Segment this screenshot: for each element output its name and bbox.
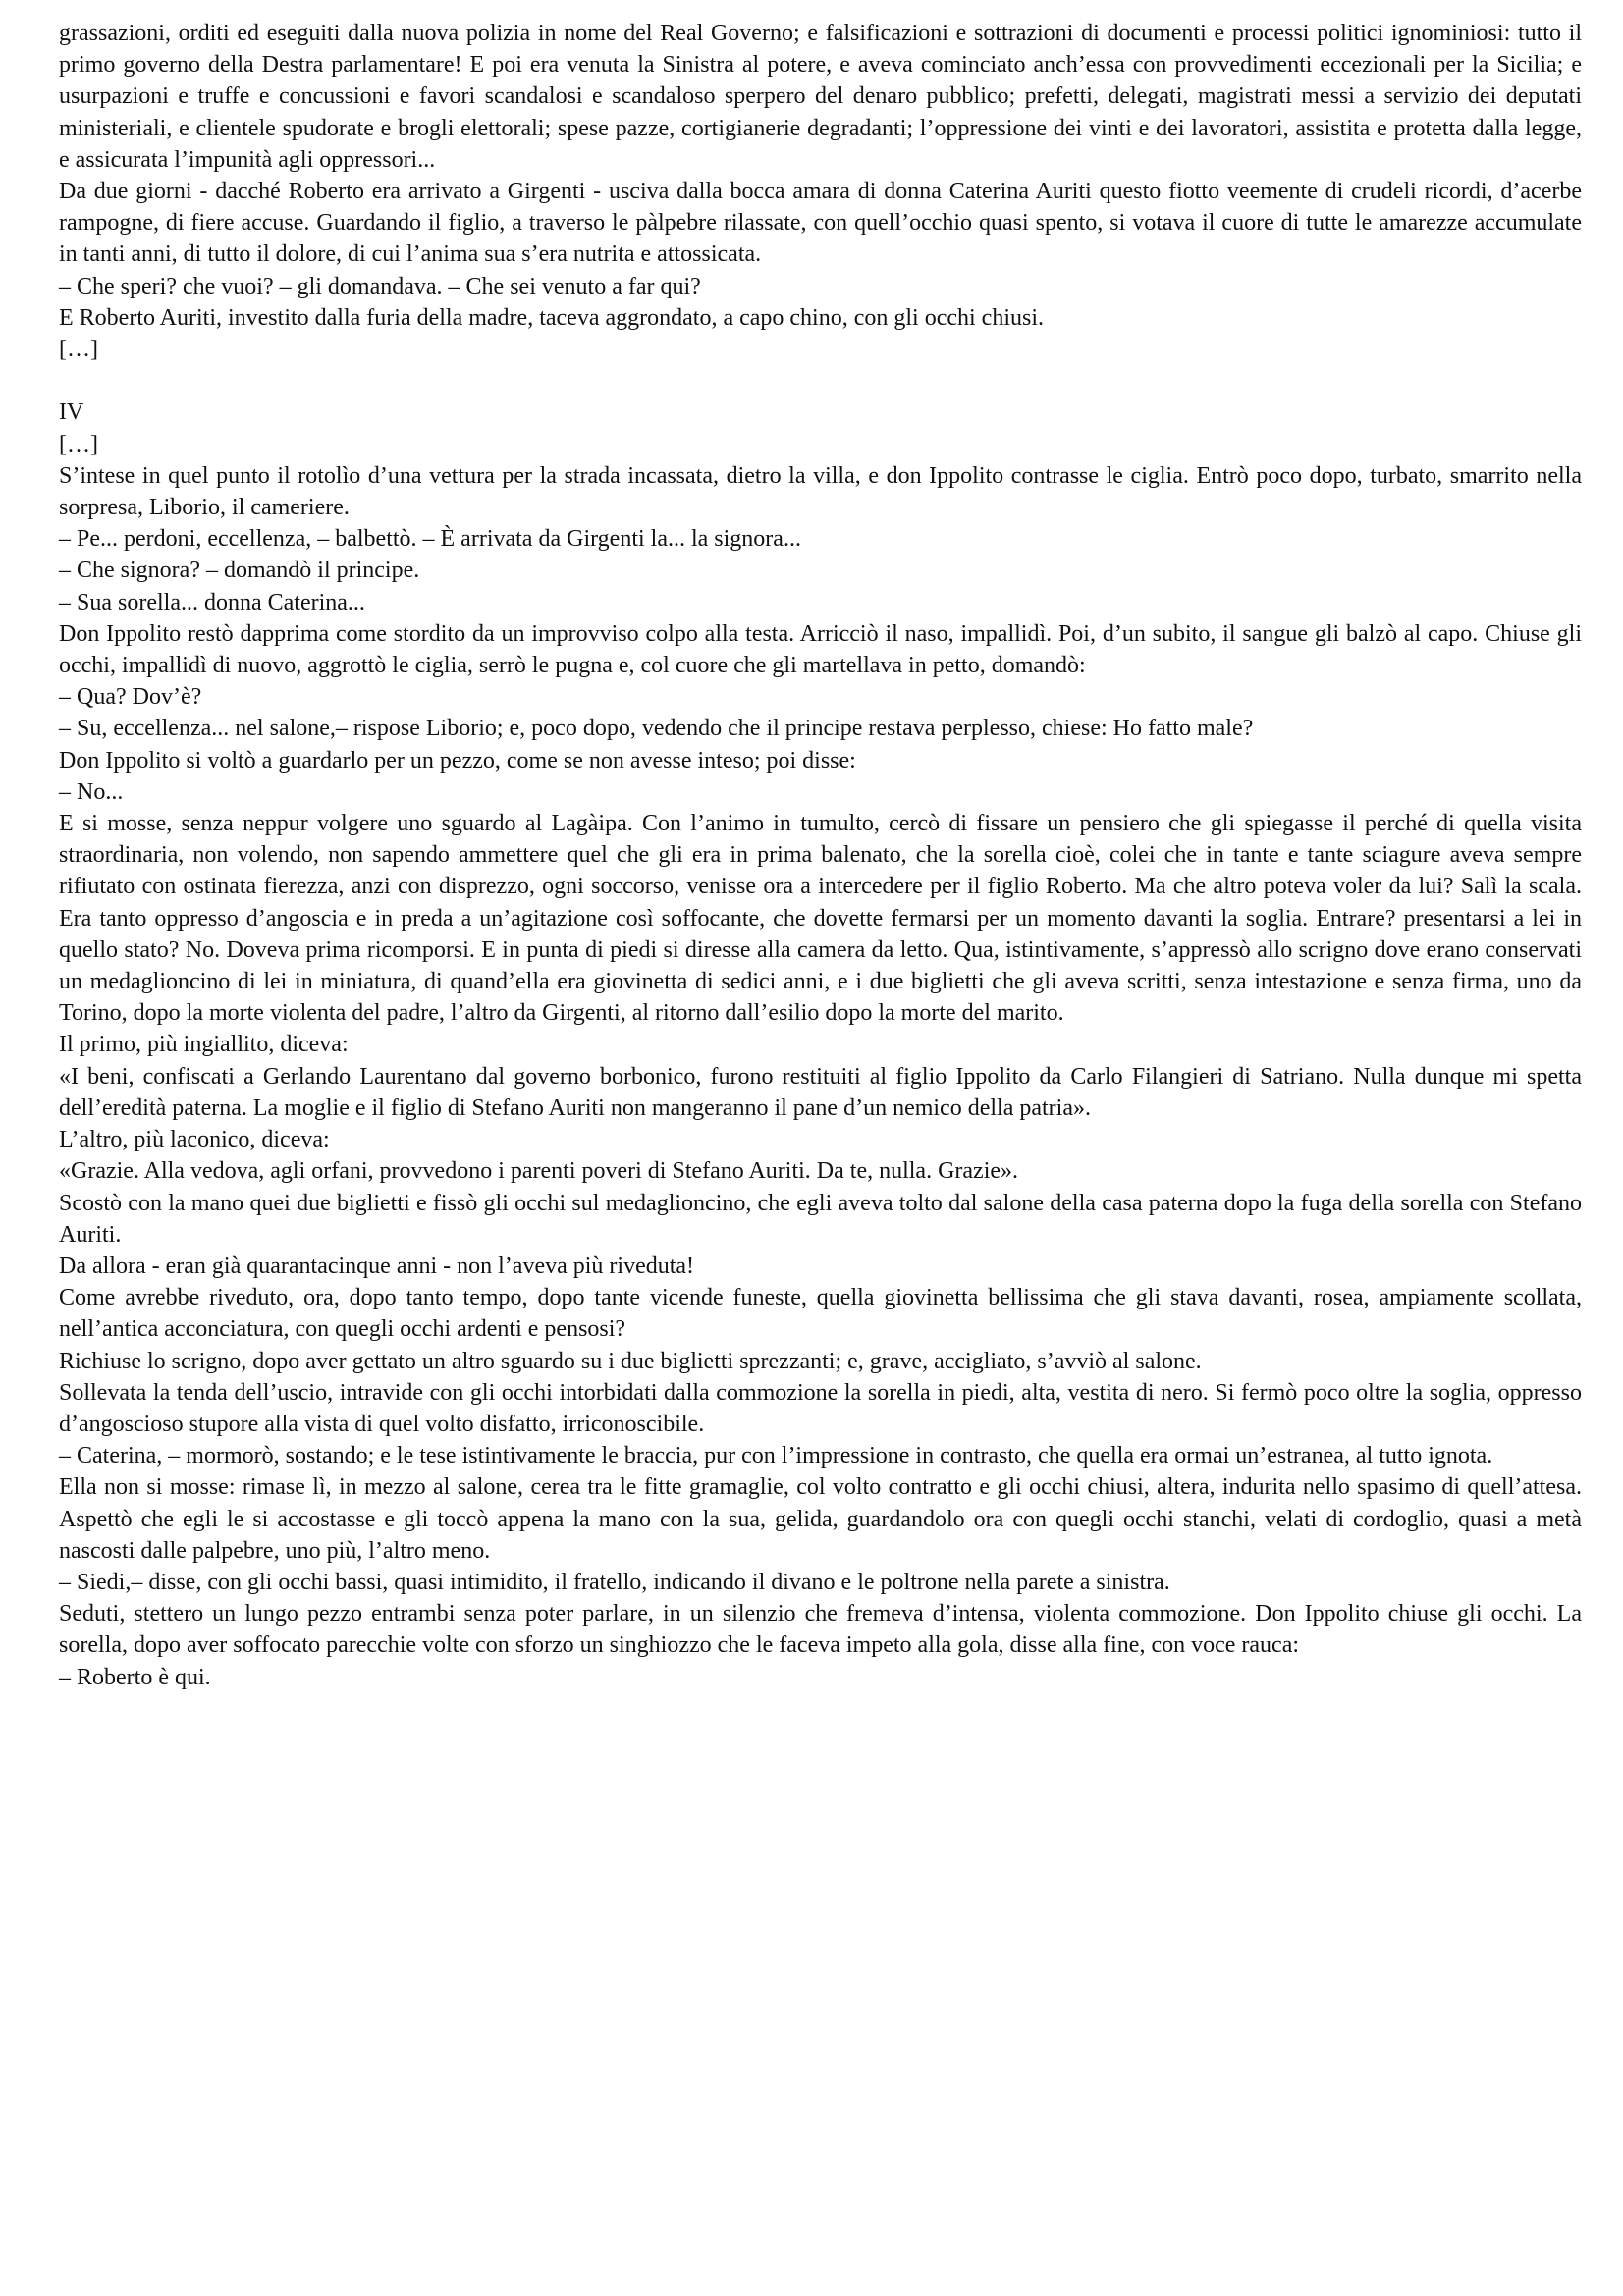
text-line: – Qua? Dov’è? bbox=[59, 684, 202, 711]
paragraph: Don Ippolito restò dapprima come stordito da un improvviso colpo alla testa. Arricciò il naso, impallidì. Poi, d’un subito, il sangue gli balzò al capo. Chiuse gli occhi, impallidì di nuovo, aggrottò le ciglia, serrò le pugna e, col cuore che gli martellava in petto, domandò: bbox=[59, 620, 1582, 679]
paragraph: grassazioni, orditi ed eseguiti dalla nuova polizia in nome del Real Governo; e falsificazioni e sottrazioni di documenti e processi politici ignominiosi: tutto il primo governo della Destra parlamentare! E poi era venuta la Sinistra al potere, e aveva cominciato anch’essa con provvedimenti eccezionali per la Sicilia; e usurpazioni e truffe e concussioni e favori scandalosi e scandaloso sperpero del denaro pubblico; prefetti, delegati, magistrati messi a servizio dei deputati ministeriali, e clientele spudorate e brogli elettorali; spese pazze, cortigianerie degradanti; l’oppressione dei vinti e dei lavoratori, assistita e protetta dalla legge, e assicurata l’impunità agli oppressori... bbox=[59, 21, 1582, 173]
paragraph: «I beni, confiscati a Gerlando Laurentano dal governo borbonico, furono restituiti al figlio Ippolito da Carlo Filangieri di Satriano. Nulla dunque mi spetta dell’eredità paterna. La moglie e il figlio di Stefano Auriti non mangeranno il pane d’un nemico della patria». bbox=[59, 1063, 1582, 1121]
paragraph: Come avrebbe riveduto, ora, dopo tanto tempo, dopo tante vicende funeste, quella giovinetta bellissima che gli stava davanti, rosea, ampiamente scollata, nell’antica acconciatura, con quegli occhi ardenti e pensosi? bbox=[59, 1285, 1582, 1343]
blank-line bbox=[59, 365, 1582, 397]
text-line: – Su, eccellenza... nel salone,– rispose Liborio; e, poco dopo, vedendo che il principe restava perplesso, chiese: Ho fatto male? bbox=[59, 716, 1254, 742]
text-line: – Sua sorella... donna Caterina... bbox=[59, 589, 365, 615]
text-line: Richiuse lo scrigno, dopo aver gettato un altro sguardo su i due biglietti sprezzanti; e, grave, accigliato, s’avviò al salone. bbox=[59, 1348, 1202, 1374]
paragraph: Ella non si mosse: rimase lì, in mezzo al salone, cerea tra le fitte gramaglie, col volto contratto e gli occhi chiusi, altera, indurita nello spasimo di quell’attesa. Aspettò che egli le si accostasse e gli toccò appena la mano con la sua, gelida, guardandolo ora con quegli occhi stanchi, velati di cordoglio, quasi a metà nascosti dalle palpebre, uno più, l’altro meno. bbox=[59, 1474, 1582, 1564]
paragraph: Seduti, stettero un lungo pezzo entrambi senza poter parlare, in un silenzio che fremeva d’intensa, violenta commozione. Don Ippolito chiuse gli occhi. La sorella, dopo aver soffocato parecchie volte con sforzo un singhiozzo che le faceva impeto alla gola, disse alla fine, con voce rauca: bbox=[59, 1601, 1582, 1659]
text-line: Da allora - eran già quarantacinque anni - non l’aveva più riveduta! bbox=[59, 1253, 695, 1279]
text-line: […] bbox=[59, 337, 98, 363]
paragraph: S’intese in quel punto il rotolìo d’una vettura per la strada incassata, dietro la villa, e don Ippolito contrasse le ciglia. Entrò poco dopo, turbato, smarrito nella sorpresa, Liborio, il cameriere. bbox=[59, 462, 1582, 521]
text-line: Il primo, più ingiallito, diceva: bbox=[59, 1032, 349, 1058]
document-body bbox=[59, 18, 1582, 1693]
text-line: L’altro, più laconico, diceva: bbox=[59, 1127, 330, 1153]
paragraph: E si mosse, senza neppur volgere uno sguardo al Lagàipa. Con l’animo in tumulto, cercò di fissare un pensiero che gli spiegasse il perché di quella visita straordinaria, non volendo, non sapendo ammettere quel che gli era in prima balenato, che la sorella cioè, colei che in tante e tante sciagure aveva sempre rifiutato con ostinata fierezza, anzi con disprezzo, ogni soccorso, venisse ora a intercedere per il figlio Roberto. Ma che altro poteva voler da lui? Salì la scala. Era tanto oppresso d’angoscia e in preda a un’agitazione così soffocante, che dovette fermarsi per un momento davanti la soglia. Entrare? presentarsi a lei in quello stato? No. Doveva prima ricomporsi. E in punta di piedi si diresse alla camera da letto. Qua, istintivamente, s’appressò allo scrigno dove erano conservati un medaglioncino di lei in miniatura, di quand’ella era giovinetta di sedici anni, e i due biglietti che gli aveva scritti, senza intestazione e senza firma, uno da Torino, dopo la morte violenta del padre, l’altro da Girgenti, al ritorno dall’esilio dopo la morte del marito. bbox=[59, 811, 1582, 1027]
paragraph: – Caterina, – mormorò, sostando; e le tese istintivamente le braccia, pur con l’impressione in contrasto, che quella era ormai un’estranea, al tutto ignota. bbox=[59, 1443, 1493, 1469]
text-line: – Siedi,– disse, con gli occhi bassi, quasi intimidito, il fratello, indicando il divano e le poltrone nella parete a sinistra. bbox=[59, 1569, 1170, 1595]
text-line: IV bbox=[59, 400, 84, 426]
paragraph: Scostò con la mano quei due biglietti e fissò gli occhi sul medaglioncino, che egli aveva tolto dal salone della casa paterna dopo la fuga della sorella con Stefano Auriti. bbox=[59, 1190, 1582, 1248]
text-line: E Roberto Auriti, investito dalla furia della madre, taceva aggrondato, a capo chino, con gli occhi chiusi. bbox=[59, 304, 1045, 331]
text-line: – Che signora? – domandò il principe. bbox=[59, 558, 420, 584]
text-line: […] bbox=[59, 431, 98, 457]
text-line: – Pe... perdoni, eccellenza, – balbettò. – È arrivata da Girgenti la... la signora... bbox=[59, 526, 801, 553]
text-line: – No... bbox=[59, 778, 124, 805]
text-line: – Roberto è qui. bbox=[59, 1664, 211, 1690]
text-line: Don Ippolito si voltò a guardarlo per un pezzo, come se non avesse inteso; poi disse: bbox=[59, 747, 856, 774]
paragraph: Da due giorni - dacché Roberto era arrivato a Girgenti - usciva dalla bocca amara di donna Caterina Auriti questo fiotto veemente di crudeli ricordi, d’acerbe rampogne, di fiere accuse. Guardando il figlio, a traverso le pàlpebre rilassate, con quell’occhio quasi spento, si votava il cuore di tutte le amarezze accumulate in tanti anni, di tutto il dolore, di cui l’anima sua s’era nutrita e attossicata. bbox=[59, 179, 1582, 268]
text-line: «Grazie. Alla vedova, agli orfani, provvedono i parenti poveri di Stefano Auriti. Da te, nulla. Grazie». bbox=[59, 1158, 1019, 1185]
paragraph: Sollevata la tenda dell’uscio, intravide con gli occhi intorbidati dalla commozione la sorella in piedi, alta, vestita di nero. Si fermò poco oltre la soglia, oppresso d’angoscioso stupore alla vista di quel volto disfatto, irriconoscibile. bbox=[59, 1379, 1582, 1437]
text-line: – Che speri? che vuoi? – gli domandava. – Che sei venuto a far qui? bbox=[59, 273, 701, 299]
